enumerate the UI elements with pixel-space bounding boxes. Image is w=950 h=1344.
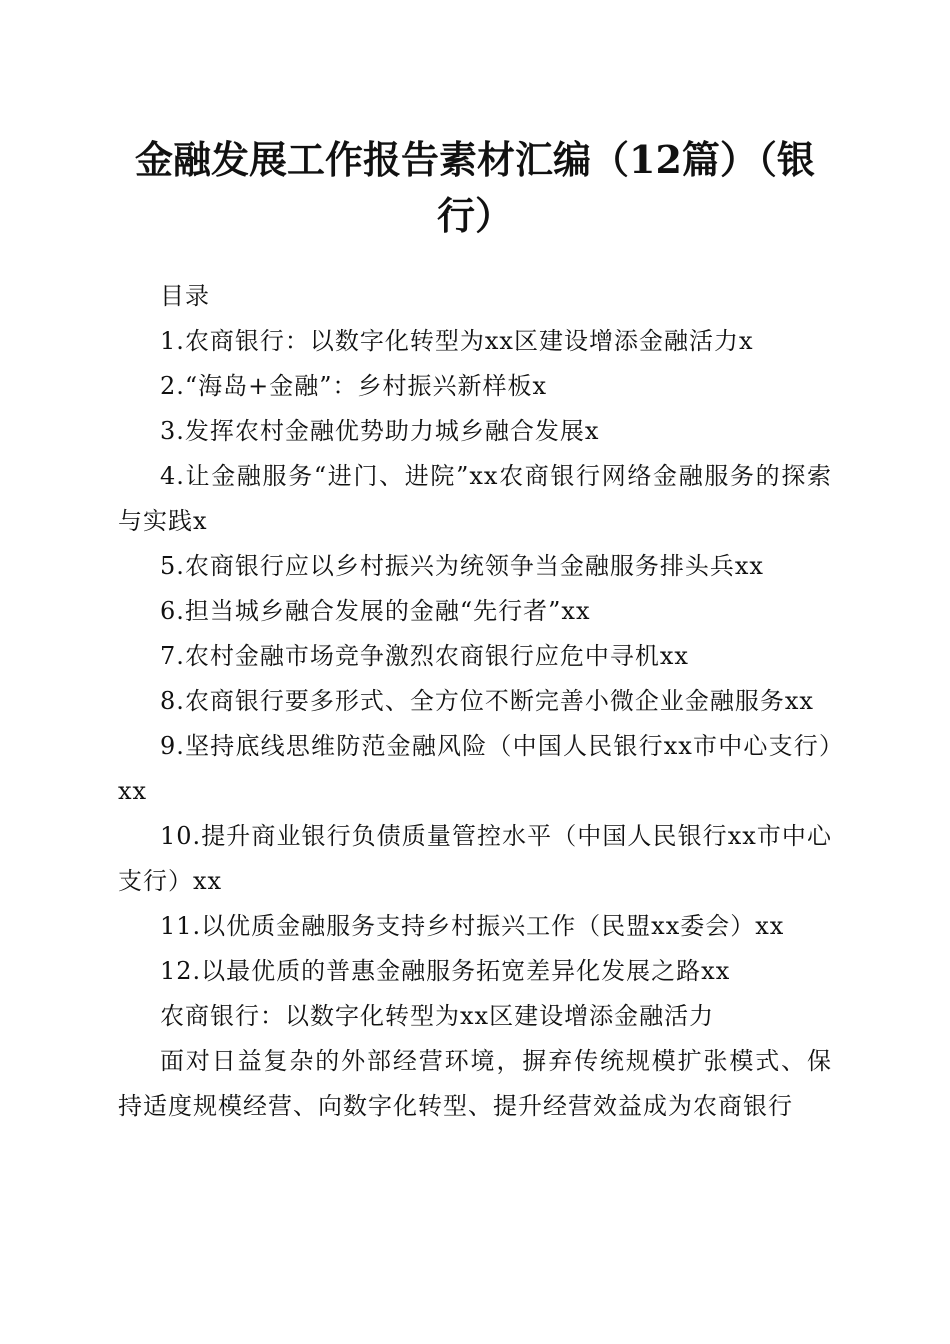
toc-item-3: 3.发挥农村金融优势助力城乡融合发展x: [160, 417, 600, 445]
toc-item-10: 10.提升商业银行负债质量管控水平（中国人民银行xx市中心支行）xx: [118, 822, 832, 895]
toc-item-8: 8.农商银行要多形式、全方位不断完善小微企业金融服务xx: [160, 687, 814, 715]
toc-item-12: 12.以最优质的普惠金融服务拓宽差异化发展之路xx: [160, 957, 731, 985]
document-title: 金融发展工作报告素材汇编（12篇）（银行）: [135, 137, 815, 238]
toc-heading: 目录: [160, 282, 210, 310]
toc-item-4: 4.让金融服务“进门、进院”xx农商银行网络金融服务的探索与实践x: [118, 462, 832, 535]
toc-item-11: 11.以优质金融服务支持乡村振兴工作（民盟xx委会）xx: [160, 912, 785, 940]
toc-item-2: 2.“海岛+金融”：乡村振兴新样板x: [160, 372, 548, 400]
toc-item-5: 5.农商银行应以乡村振兴为统领争当金融服务排头兵xx: [160, 552, 764, 580]
toc-item-9: 9.坚持底线思维防范金融风险（中国人民银行xx市中心支行）xx: [118, 732, 832, 805]
section-paragraph: 面对日益复杂的外部经营环境，摒弃传统规模扩张模式、保持适度规模经营、向数字化转型、提升经营效益成为农商银行: [118, 1047, 832, 1120]
document-body: [118, 274, 832, 1129]
toc-item-7: 7.农村金融市场竞争激烈农商银行应危中寻机xx: [160, 642, 689, 670]
toc-item-1: 1.农商银行：以数字化转型为xx区建设增添金融活力x: [160, 327, 754, 355]
toc-item-6: 6.担当城乡融合发展的金融“先行者”xx: [160, 597, 591, 625]
section-heading: 农商银行：以数字化转型为xx区建设增添金融活力: [160, 1002, 715, 1030]
